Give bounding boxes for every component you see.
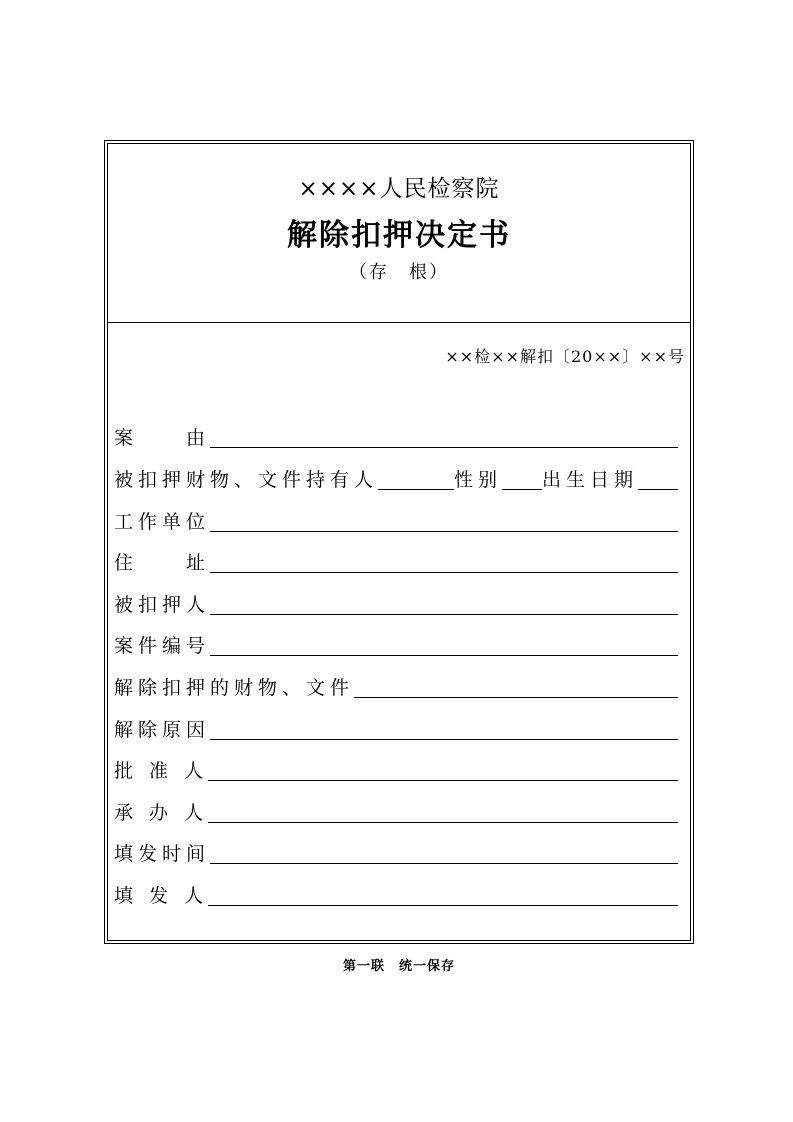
input-line-case-number[interactable] (210, 633, 678, 656)
field-handler (114, 799, 678, 825)
copy-type: （存 根） (349, 262, 449, 283)
input-line-gender[interactable] (502, 467, 542, 490)
label-birth-date: 出生日期 (542, 469, 639, 491)
label-detainee: 被扣押人 (114, 594, 211, 616)
input-line-holder[interactable] (378, 467, 454, 490)
field-detainee (114, 591, 678, 617)
label-holder: 被扣押财物、文件持有人 (114, 469, 379, 491)
label-case-number: 案件编号 (114, 635, 211, 657)
label-release-reason: 解除原因 (114, 719, 211, 741)
label-gender: 性别 (454, 469, 503, 491)
field-issuer (114, 882, 678, 908)
input-line-case-reason[interactable] (210, 425, 678, 448)
field-holder (114, 466, 678, 492)
input-line-detainee[interactable] (210, 592, 678, 615)
label-handler: 承 办 人 (114, 802, 209, 824)
input-line-approver[interactable] (208, 758, 678, 781)
field-case-number (114, 632, 678, 658)
label-case-reason: 案 由 (114, 427, 211, 449)
field-issue-time (114, 840, 678, 866)
input-line-address[interactable] (210, 550, 678, 573)
input-line-issue-time[interactable] (210, 841, 678, 864)
label-issue-time: 填发时间 (114, 843, 211, 865)
footer-note: 第一联 统一保存 (342, 959, 455, 974)
label-released-items: 解除扣押的财物、文件 (114, 677, 355, 699)
input-line-issuer[interactable] (208, 883, 678, 906)
document-title: 解除扣押决定书 (287, 218, 511, 253)
input-line-work-unit[interactable] (210, 509, 678, 532)
organization-name: ××××人民检察院 (298, 176, 500, 202)
field-released-items (114, 674, 678, 700)
input-line-birth-date[interactable] (638, 467, 678, 490)
label-issuer: 填 发 人 (114, 885, 209, 907)
input-line-released-items[interactable] (354, 675, 678, 698)
field-work-unit (114, 508, 678, 534)
document-number: ××检××解扣〔20××〕××号 (445, 347, 685, 366)
label-approver: 批 准 人 (114, 760, 209, 782)
label-work-unit: 工作单位 (114, 511, 211, 533)
field-address (114, 549, 678, 575)
field-approver (114, 757, 678, 783)
field-case-reason (114, 424, 678, 450)
input-line-release-reason[interactable] (210, 717, 678, 740)
header-divider (107, 322, 691, 323)
input-line-handler[interactable] (208, 800, 678, 823)
label-address: 住 址 (114, 552, 211, 574)
field-release-reason (114, 716, 678, 742)
